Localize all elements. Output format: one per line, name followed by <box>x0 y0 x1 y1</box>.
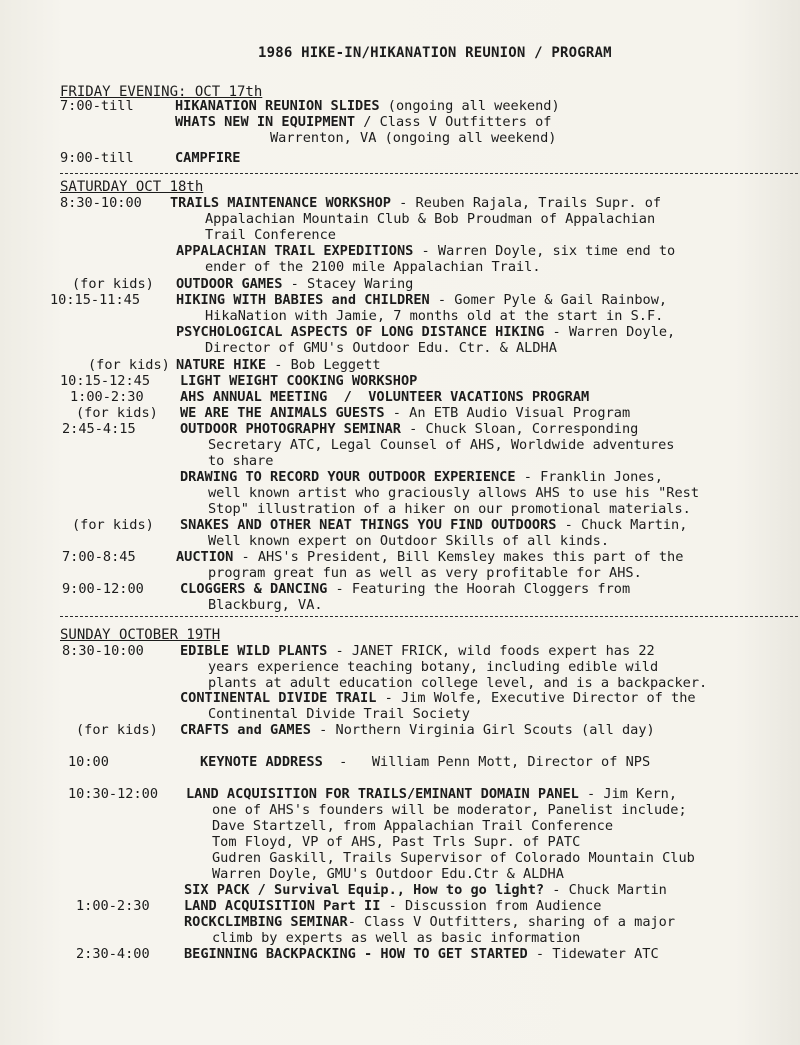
event-details: - Discussion from Audience <box>380 898 602 914</box>
event-details: - Jim Wolfe, Executive Director of the <box>376 690 696 706</box>
event-title: ROCKCLIMBING SEMINAR <box>184 914 348 930</box>
event-title: NATURE HIKE <box>176 357 267 373</box>
time-label: 1:00-2:30 <box>76 898 150 914</box>
time-label: 7:00-till <box>60 98 134 114</box>
time-label: 10:30-12:00 <box>68 786 159 802</box>
event-details: - Northern Virginia Girl Scouts (all day) <box>310 722 655 738</box>
event-title: WHATS NEW IN EQUIPMENT <box>175 114 356 130</box>
event-details: Stop" illustration of a hiker on our promotional materials. <box>208 501 691 517</box>
sunday-heading: SUNDAY OCTOBER 19TH <box>60 627 221 643</box>
event-details: - Warren Doyle, <box>544 324 676 340</box>
event-title: LAND ACQUISITION FOR TRAILS/EMINANT DOMAIN PANEL <box>186 786 579 802</box>
event-title: AHS ANNUAL MEETING / VOLUNTEER VACATIONS PROGRAM <box>180 389 590 405</box>
event-details: - Reuben Rajala, Trails Supr. of <box>390 195 662 211</box>
event-details: Appalachian Mountain Club & Bob Proudman of Appalachian <box>205 211 656 227</box>
event-details: one of AHS's founders will be moderator, Panelist include; <box>212 802 687 818</box>
event-title: LIGHT WEIGHT COOKING WORKSHOP <box>180 373 418 389</box>
event-details: Blackburg, VA. <box>208 597 323 613</box>
event-details: - Featuring the Hoorah Cloggers from <box>327 581 631 597</box>
event-details: - Bob Leggett <box>266 357 381 373</box>
kids-label: (for kids) <box>76 405 158 421</box>
kids-label: (for kids) <box>76 722 158 738</box>
event-details: - Jim Kern, <box>578 786 678 802</box>
kids-label: (for kids) <box>72 517 154 533</box>
time-label: 1:00-2:30 <box>70 389 144 405</box>
time-label: 2:45-4:15 <box>62 421 136 437</box>
time-label: 8:30-10:00 <box>62 643 144 659</box>
event-details: years experience teaching botany, including edible wild <box>208 659 659 675</box>
event-details: - Gomer Pyle & Gail Rainbow, <box>429 292 668 308</box>
time-label: 2:30-4:00 <box>76 946 150 962</box>
event-title: AUCTION <box>176 549 234 565</box>
event-title: SNAKES AND OTHER NEAT THINGS YOU FIND OUTDOORS <box>180 517 557 533</box>
event-title: CAMPFIRE <box>175 150 241 166</box>
event-details: / Class V Outfitters of <box>355 114 552 130</box>
kids-label: (for kids) <box>88 357 170 373</box>
event-details: program great fun as well as very profitable for AHS. <box>208 565 642 581</box>
event-details: Trail Conference <box>205 227 336 243</box>
event-title: CONTINENTAL DIVIDE TRAIL <box>180 690 377 706</box>
event-details: well known artist who graciously allows AHS to use his "Rest <box>208 485 700 501</box>
event-title: KEYNOTE ADDRESS <box>200 754 323 770</box>
event-title: HIKANATION REUNION SLIDES <box>175 98 380 114</box>
event-details: - Chuck Sloan, Corresponding <box>400 421 639 437</box>
event-details: (ongoing all weekend) <box>379 98 560 114</box>
event-details: - Stacey Waring <box>282 276 414 292</box>
time-label: 7:00-8:45 <box>62 549 136 565</box>
event-title: WE ARE THE ANIMALS GUESTS <box>180 405 385 421</box>
event-details: Well known expert on Outdoor Skills of all kinds. <box>208 533 610 549</box>
time-label: 8:30-10:00 <box>60 195 142 211</box>
time-label: 9:00-till <box>60 150 134 166</box>
event-title: APPALACHIAN TRAIL EXPEDITIONS <box>176 243 414 259</box>
saturday-heading: SATURDAY OCT 18th <box>60 179 204 195</box>
event-details: Dave Startzell, from Appalachian Trail Conference <box>212 818 614 834</box>
time-label: 10:15-12:45 <box>60 373 151 389</box>
event-details: climb by experts as well as basic information <box>212 930 581 946</box>
event-title: LAND ACQUISITION Part II <box>184 898 381 914</box>
event-details: plants at adult education college level, and is a backpacker. <box>208 675 708 691</box>
event-details: - Chuck Martin, <box>556 517 688 533</box>
program-title: 1986 HIKE-IN/HIKANATION REUNION / PROGRAM <box>258 45 612 61</box>
event-details: - JANET FRICK, wild foods expert has 22 <box>327 643 655 659</box>
event-details: - Franklin Jones, <box>515 469 663 485</box>
section-divider <box>60 616 798 617</box>
event-title: PSYCHOLOGICAL ASPECTS OF LONG DISTANCE HIKING <box>176 324 545 340</box>
event-details: to share <box>208 453 274 469</box>
event-details: - Tidewater ATC <box>527 946 659 962</box>
event-title: EDIBLE WILD PLANTS <box>180 643 328 659</box>
event-details: - Class V Outfitters, sharing of a major <box>347 914 676 930</box>
event-title: TRAILS MAINTENANCE WORKSHOP <box>170 195 391 211</box>
event-title: BEGINNING BACKPACKING - HOW TO GET STARTED <box>184 946 528 962</box>
friday-heading: FRIDAY EVENING: OCT 17th <box>60 84 263 100</box>
time-label: 10:00 <box>68 754 109 770</box>
event-title: CRAFTS and GAMES <box>180 722 311 738</box>
event-details: Warren Doyle, GMU's Outdoor Edu.Ctr & ALDHA <box>212 866 564 882</box>
event-details: - AHS's President, Bill Kemsley makes this part of the <box>233 549 684 565</box>
event-title: DRAWING TO RECORD YOUR OUTDOOR EXPERIENCE <box>180 469 516 485</box>
time-label: 9:00-12:00 <box>62 581 144 597</box>
event-details: Secretary ATC, Legal Counsel of AHS, Worldwide adventures <box>208 437 675 453</box>
event-details: ender of the 2100 mile Appalachian Trail. <box>205 259 541 275</box>
event-details: Continental Divide Trail Society <box>208 706 470 722</box>
time-label: 10:15-11:45 <box>50 292 141 308</box>
kids-label: (for kids) <box>72 276 154 292</box>
event-details: - William Penn Mott, Director of NPS <box>322 754 651 770</box>
event-details: Gudren Gaskill, Trails Supervisor of Colorado Mountain Club <box>212 850 695 866</box>
event-details: Warrenton, VA (ongoing all weekend) <box>270 130 557 146</box>
event-title: HIKING WITH BABIES and CHILDREN <box>176 292 430 308</box>
event-details: HikaNation with Jamie, 7 months old at the start in S.F. <box>205 308 664 324</box>
section-divider <box>60 173 798 174</box>
event-title: OUTDOOR PHOTOGRAPHY SEMINAR <box>180 421 401 437</box>
event-details: - An ETB Audio Visual Program <box>384 405 631 421</box>
event-details: Director of GMU's Outdoor Edu. Ctr. & ALDHA <box>205 340 557 356</box>
event-details: - Warren Doyle, six time end to <box>413 243 676 259</box>
event-details: Tom Floyd, VP of AHS, Past Trls Supr. of PATC <box>212 834 581 850</box>
event-title: OUTDOOR GAMES <box>176 276 283 292</box>
event-details: - Chuck Martin <box>544 882 667 898</box>
event-title: SIX PACK / Survival Equip., How to go light? <box>184 882 545 898</box>
event-title: CLOGGERS & DANCING <box>180 581 328 597</box>
